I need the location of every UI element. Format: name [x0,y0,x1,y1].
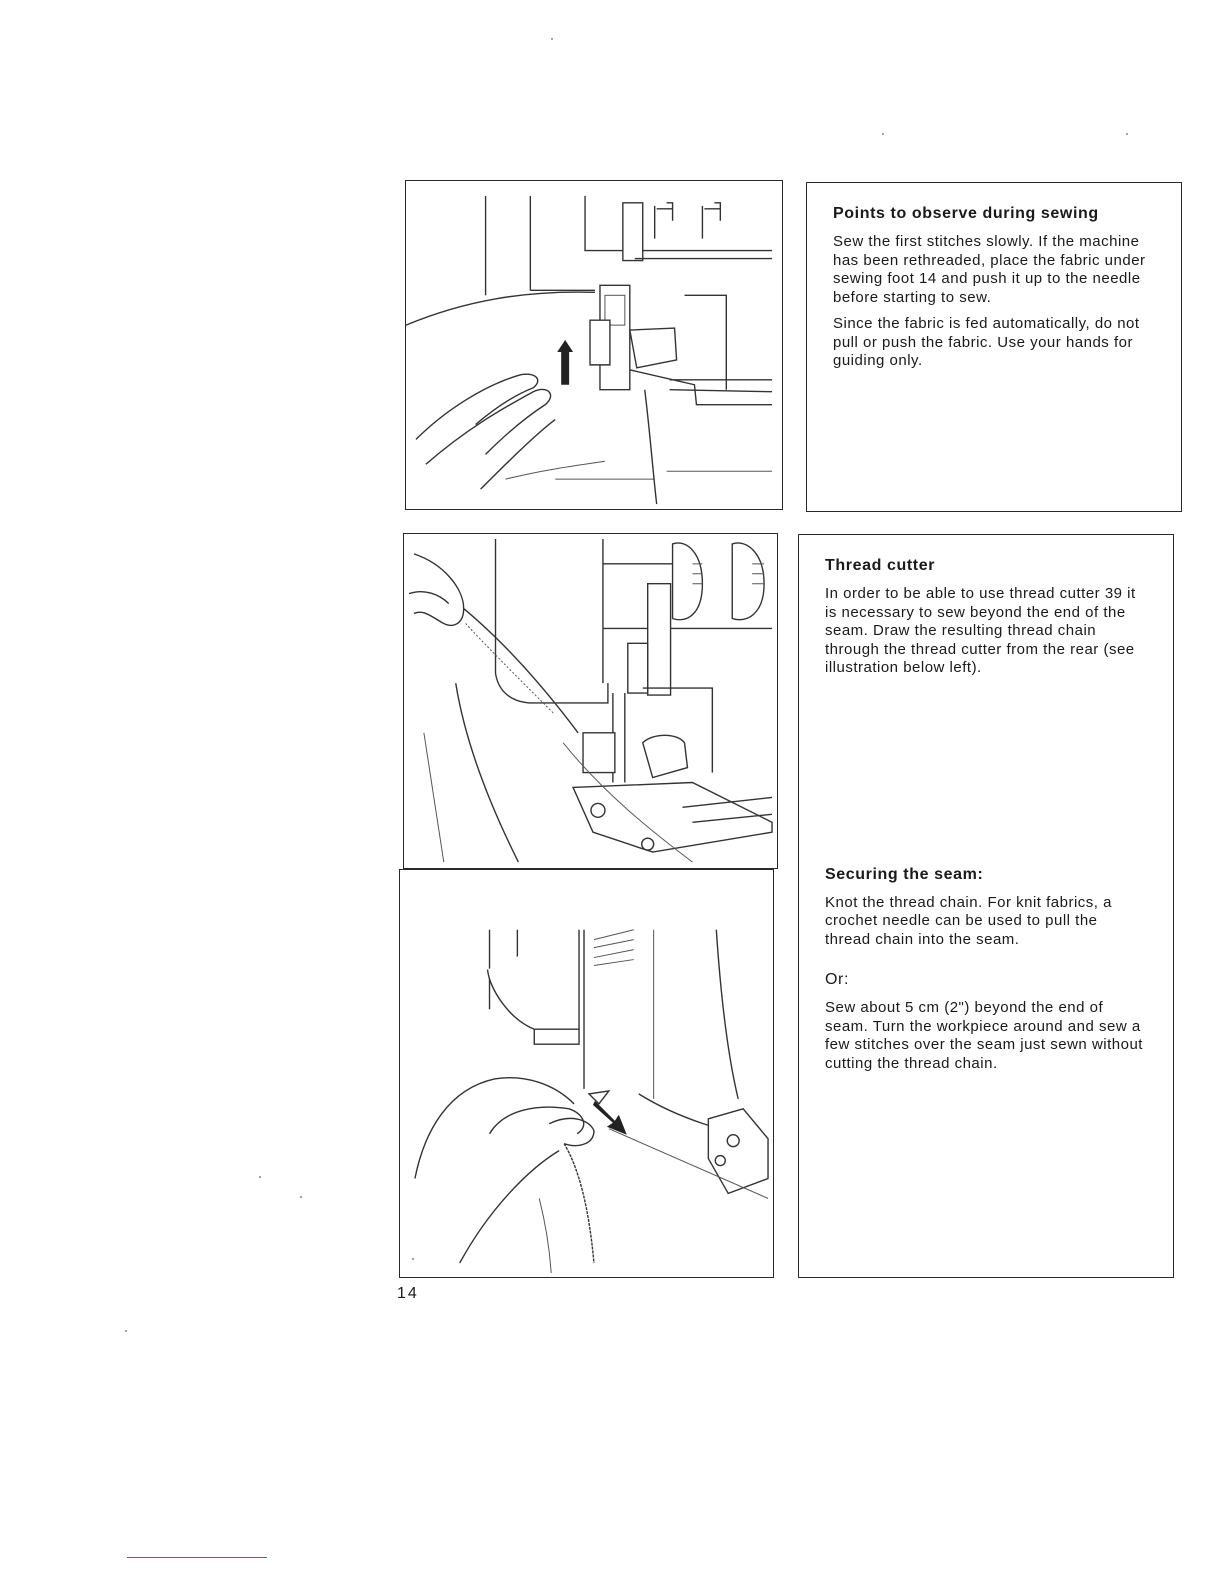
section-heading: Securing the seam: [825,865,984,883]
section-heading: Thread cutter [825,557,936,574]
illustration-thread-cutter [403,533,778,869]
section-paragraph: Since the fabric is fed automatically, do not pull or push the fabric. Use your hands for guiding only. [833,315,1140,369]
footer-line [127,1557,267,1558]
section-paragraph: In order to be able to use thread cutter 39 it is necessary to sew beyond the end of the seam. Draw the resulting thread chain through the thread cutter from the rear (see illustration below left). [825,585,1136,676]
section-paragraph: Sew the first stitches slowly. If the machine has been rethreaded, place the fabric under sewing foot 14 and push it up to the needle before starting to sew. [833,233,1146,306]
illustration-guiding-fabric [405,180,783,510]
section-heading: Points to observe during sewing [833,205,1099,222]
text-box-sewing-points [806,182,1182,512]
section-paragraph: Knot the thread chain. For knit fabrics, a crochet needle can be used to pull the thread chain into the seam. [825,893,1112,948]
page-number: 14 [397,1285,419,1302]
text-box-thread-cutter [798,534,1174,1278]
illustration-securing-seam [399,869,774,1278]
section-heading: Or: [825,971,850,988]
section-paragraph: Sew about 5 cm (2") beyond the end of seam. Turn the workpiece around and sew a few stitches over the seam just sewn without cutting the thread chain. [825,999,1143,1072]
